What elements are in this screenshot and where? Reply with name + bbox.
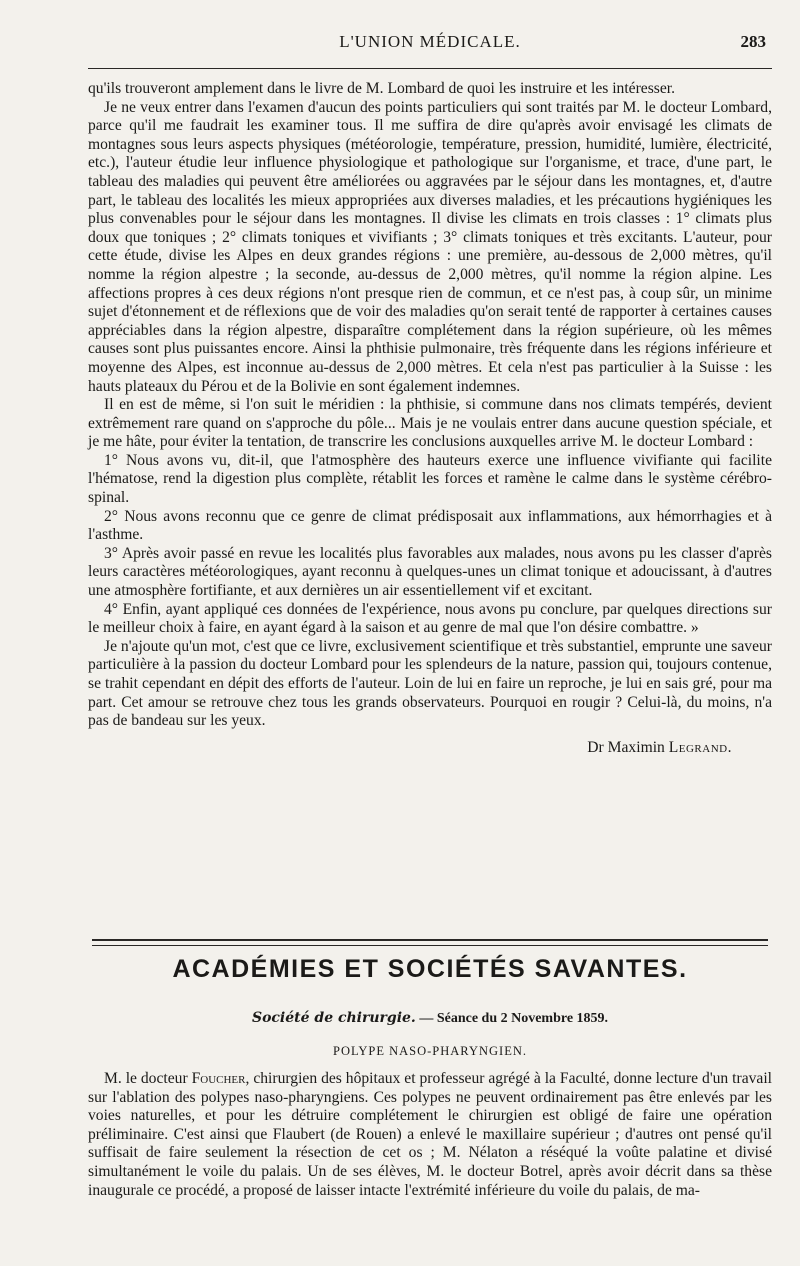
article-paragraph: Je n'ajoute qu'un mot, c'est que ce livre, exclusivement scientifique et très substantiel, emprunte une saveur particulière à la passion du docteur Lombard pour les splendeurs de la nature, passion qui, toujours contenue, se trahit cependant en dépit des efforts de l'auteur. Loin de lui en faire un reproche, je lui en sais gré, pour ma part. Cet amour se retrouve chez tous les grands observateurs. Pourquoi en rougir ? Celui-là, du moins, n'a pas de bandeau sur les yeux. xyxy=(88,637,772,730)
journal-page xyxy=(88,0,772,1266)
section-body xyxy=(88,1070,772,1200)
article-body xyxy=(88,80,772,757)
article-paragraph: 1° Nous avons vu, dit-il, que l'atmosphère des hauteurs exerce une influence vivifiante qui facilite l'hématose, rend la digestion plus complète, rétablit les forces et ramène le calme dans le système cérébro-spinal. xyxy=(88,451,772,507)
article-paragraph: Il en est de même, si l'on suit le méridien : la phthisie, si commune dans nos climats tempérés, devient extrêmement rare quand on s'approche du pôle... Mais je ne voulais entrer dans aucune question spéciale, et je me hâte, pour éviter la tentation, de transcrire les conclusions auxquelles arrive M. le docteur Lombard : xyxy=(88,396,772,451)
section-divider xyxy=(92,939,768,946)
society-name: Société de chirurgie. xyxy=(251,1010,416,1026)
article-paragraph: 3° Après avoir passé en revue les localités plus favorables aux malades, nous avons pu les classer d'après leurs caractères météorologiques, ayant reconnu à quelques-unes un climat tonique et adoucissant, à d'autres une atmosphère fortifiante, et aux dernières un air essentiellement vif et excitant. xyxy=(88,544,772,600)
article-paragraph: 4° Enfin, ayant appliqué ces données de l'expérience, nous avons pu conclure, par quelques directions sur le meilleur choix à faire, en ayant égard à la saison et au genre de mal que l'on désire combattre. » xyxy=(88,600,772,637)
paragraph-rest: , chirurgien des hôpitaux et professeur agrégé à la Faculté, donne lecture d'un travail sur l'ablation des polypes naso-pharyngiens. Ces polypes ne peuvent ordinairement pas être enlevés par les voies naturelles, et pour les détruire complétement le chirurgien est obligé de faire une opération préliminaire. C'est ainsi que Flaubert (de Rouen) a enlevé le maxillaire supérieur ; d'autres ont pensé qu'il suffisait de faire seulement la résection de cet os ; M. Nélaton a réséqué la voûte palatine et divisé simultanément le voile du palais. Un de ses élèves, M. le docteur Botrel, après avoir décrit dans sa thèse inaugurale ce procédé, a proposé de laisser intacte l'extrémité inférieure du voile du palais, de ma- xyxy=(88,1070,772,1199)
section-paragraph xyxy=(88,1070,772,1200)
society-session-line xyxy=(88,1010,772,1027)
session-date: — Séance du 2 Novembre 1859. xyxy=(415,1011,609,1026)
section-heading: ACADÉMIES ET SOCIÉTÉS SAVANTES. xyxy=(172,955,688,983)
signature-prefix: Dr Maximin xyxy=(587,738,665,756)
article-paragraph: 2° Nous avons reconnu que ce genre de climat prédisposait aux inflammations, aux hémorrhagies et à l'asthme. xyxy=(88,507,772,544)
subject-title: POLYPE NASO-PHARYNGIEN. xyxy=(333,1044,527,1058)
author-signature xyxy=(88,739,772,758)
paragraph-lead: M. le docteur xyxy=(104,1070,192,1087)
header-rule xyxy=(88,68,772,69)
page-number: 283 xyxy=(740,32,766,51)
article-paragraph: Je ne veux entrer dans l'examen d'aucun des points particuliers qui sont traités par M. le docteur Lombard, parce qu'il me faudrait les examiner tous. Il me suffira de dire qu'après avoir envisagé les climats de montagnes sous leurs aspects physiques (météorologie, température, pression, humidité, lumière, électricité, etc.), l'auteur étudie leur influence physiologique et pathologique sur l'organisme, et trace, d'une part, le tableau des maladies qui peuvent être améliorées ou aggravées par le séjour dans les montagnes, et, d'autre part, le tableau des localités les mieux appropriées aux diverses maladies, et les précautions hygiéniques les plus convenables pour le séjour dans les montagnes. Il divise les climats en trois classes : 1° climats plus doux que toniques ; 2° climats toniques et vivifiants ; 3° climats toniques et très excitants. L'auteur, pour cette étude, divise les Alpes en deux grandes régions : une première, au-dessous de 2,000 mètres, qu'il nomme la région alpestre ; la seconde, au-dessus de 2,000 mètres, qu'il nomme la région alpine. Les affections propres à ces deux régions n'ont presque rien de commun, et ce n'est pas, à coup sûr, un minime sujet d'étonnement et de réflexions que de voir des maladies qu'on serait tenté de rapporter à certaines causes appréciables dans la région alpestre, disparaître complétement dans la région supérieure, où les mêmes causes sont plus puissantes encore. Ainsi la phthisie pulmonaire, très fréquente dans les régions inférieure et moyenne des Alpes, est inconnue au-dessus de 2,000 mètres. Et cela n'est pas particulier à la Suisse : les hauts plateaux du Pérou et de la Bolivie en sont également indemnes. xyxy=(88,98,772,395)
surgeon-name: Foucher xyxy=(191,1070,246,1087)
article-paragraph: qu'ils trouveront amplement dans le livre de M. Lombard de quoi les instruire et les intéresser. xyxy=(88,80,675,97)
journal-title: L'UNION MÉDICALE. xyxy=(339,32,521,51)
running-head xyxy=(88,32,772,58)
signature-name: Legrand. xyxy=(668,738,732,756)
